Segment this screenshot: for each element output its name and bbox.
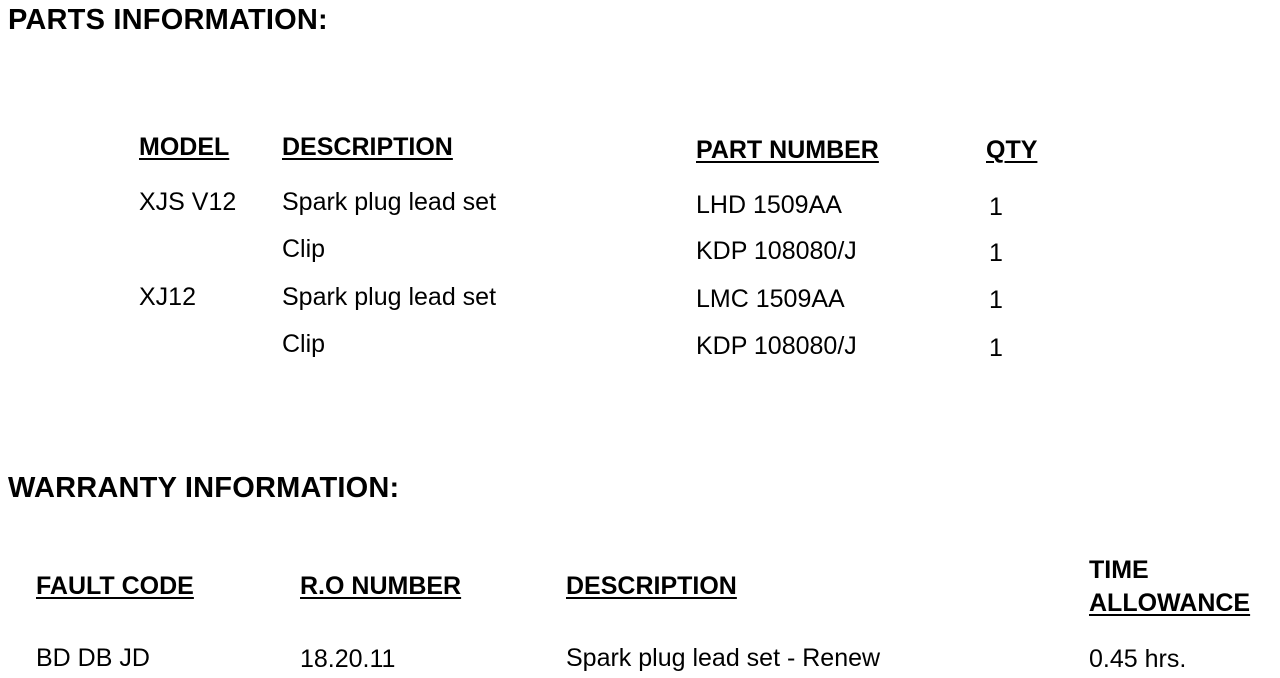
- parts-number-cell: KDP 108080/J: [696, 237, 857, 265]
- parts-model-cell: XJS V12: [139, 188, 237, 216]
- warranty-header-allowance: ALLOWANCE: [1089, 589, 1251, 617]
- parts-qty-cell: 1: [989, 239, 1003, 267]
- parts-section-title: PARTS INFORMATION:: [8, 4, 328, 36]
- parts-number-cell: LHD 1509AA: [696, 191, 842, 219]
- parts-description-cell: Spark plug lead set: [282, 188, 497, 216]
- warranty-header-fault-code: FAULT CODE: [36, 572, 194, 600]
- parts-qty-cell: 1: [989, 193, 1003, 221]
- parts-header-qty: QTY: [986, 136, 1038, 164]
- parts-header-description: DESCRIPTION: [282, 133, 453, 161]
- parts-number-cell: KDP 108080/J: [696, 332, 857, 360]
- warranty-fault-code-cell: BD DB JD: [36, 644, 150, 672]
- parts-model-cell: XJ12: [139, 283, 196, 311]
- warranty-time-cell: 0.45 hrs.: [1089, 645, 1187, 673]
- parts-number-cell: LMC 1509AA: [696, 285, 845, 313]
- warranty-section-title: WARRANTY INFORMATION:: [8, 472, 400, 504]
- parts-qty-cell: 1: [989, 286, 1003, 314]
- parts-header-model: MODEL: [139, 133, 230, 161]
- parts-description-cell: Clip: [282, 235, 326, 263]
- warranty-ro-number-cell: 18.20.11: [300, 645, 396, 673]
- warranty-header-time: TIME: [1089, 556, 1149, 584]
- warranty-header-ro-number: R.O NUMBER: [300, 572, 462, 600]
- parts-description-cell: Clip: [282, 330, 326, 358]
- parts-header-part-number: PART NUMBER: [696, 136, 879, 164]
- parts-description-cell: Spark plug lead set: [282, 283, 497, 311]
- parts-qty-cell: 1: [989, 334, 1003, 362]
- warranty-header-description: DESCRIPTION: [566, 572, 737, 600]
- warranty-description-cell: Spark plug lead set - Renew: [566, 644, 881, 672]
